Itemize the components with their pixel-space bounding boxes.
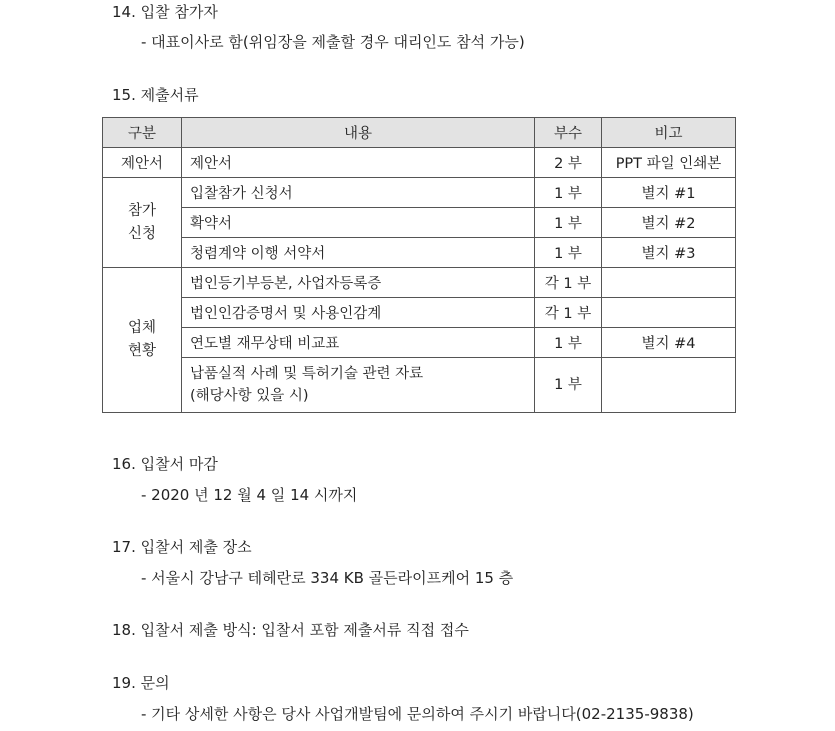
section-17-title: 17. 입찰서 제출 장소 bbox=[112, 538, 252, 556]
section-19-title: 19. 문의 bbox=[112, 674, 170, 692]
row-content: 확약서 bbox=[182, 208, 535, 238]
section-19-detail: - 기타 상세한 사항은 당사 사업개발팀에 문의하여 주시기 바랍니다(02-2135-9838) bbox=[141, 705, 694, 723]
section-16-title: 16. 입찰서 마감 bbox=[112, 455, 218, 473]
row-content-line: (해당사항 있을 시) bbox=[190, 388, 309, 404]
row-note: 별지 #4 bbox=[602, 328, 736, 358]
table-row bbox=[103, 208, 736, 238]
group-participation bbox=[103, 178, 182, 268]
table-row bbox=[103, 298, 736, 328]
group-company bbox=[103, 268, 182, 413]
table-row bbox=[103, 148, 736, 178]
row-content bbox=[182, 358, 535, 413]
header-copies: 부수 bbox=[535, 118, 602, 148]
row-copies: 각 1 부 bbox=[535, 268, 602, 298]
section-14-detail: - 대표이사로 함(위임장을 제출할 경우 대리인도 참석 가능) bbox=[141, 33, 525, 51]
header-content: 내용 bbox=[182, 118, 535, 148]
row-copies: 1 부 bbox=[535, 238, 602, 268]
row-note: PPT 파일 인쇄본 bbox=[602, 148, 736, 178]
row-content-line: 납품실적 사례 및 특허기술 관련 자료 bbox=[190, 366, 424, 382]
row-content: 입찰참가 신청서 bbox=[182, 178, 535, 208]
row-copies: 각 1 부 bbox=[535, 298, 602, 328]
row-note: 별지 #3 bbox=[602, 238, 736, 268]
section-18-title: 18. 입찰서 제출 방식: 입찰서 포함 제출서류 직접 접수 bbox=[112, 621, 469, 639]
row-content: 법인인감증명서 및 사용인감계 bbox=[182, 298, 535, 328]
row-note bbox=[602, 358, 736, 413]
section-14-title: 14. 입찰 참가자 bbox=[112, 3, 218, 21]
row-content: 청렴계약 이행 서약서 bbox=[182, 238, 535, 268]
row-content: 제안서 bbox=[182, 148, 535, 178]
group-label-line: 업체 bbox=[127, 320, 156, 336]
table-row bbox=[103, 238, 736, 268]
table-header-row bbox=[103, 118, 736, 148]
row-copies: 1 부 bbox=[535, 208, 602, 238]
group-label-line: 현황 bbox=[127, 343, 156, 359]
group-proposal: 제안서 bbox=[103, 148, 182, 178]
header-category: 구분 bbox=[103, 118, 182, 148]
section-17-detail: - 서울시 강남구 테헤란로 334 KB 골든라이프케어 15 층 bbox=[141, 569, 514, 587]
row-copies: 1 부 bbox=[535, 328, 602, 358]
group-label-line: 신청 bbox=[127, 225, 156, 242]
row-copies: 2 부 bbox=[535, 148, 602, 178]
row-note bbox=[602, 298, 736, 328]
row-content: 법인등기부등본, 사업자등록증 bbox=[182, 268, 535, 298]
header-note: 비고 bbox=[602, 118, 736, 148]
section-16-detail: - 2020 년 12 월 4 일 14 시까지 bbox=[141, 486, 358, 504]
table-row bbox=[103, 328, 736, 358]
row-content: 연도별 재무상태 비교표 bbox=[182, 328, 535, 358]
table-row bbox=[103, 358, 736, 413]
row-note bbox=[602, 268, 736, 298]
section-15-title: 15. 제출서류 bbox=[112, 86, 199, 104]
row-copies: 1 부 bbox=[535, 178, 602, 208]
table-row bbox=[103, 178, 736, 208]
row-note: 별지 #1 bbox=[602, 178, 736, 208]
row-note: 별지 #2 bbox=[602, 208, 736, 238]
submission-documents-table bbox=[102, 117, 736, 413]
group-label-line: 참가 bbox=[127, 202, 156, 219]
row-copies: 1 부 bbox=[535, 358, 602, 413]
table-row bbox=[103, 268, 736, 298]
